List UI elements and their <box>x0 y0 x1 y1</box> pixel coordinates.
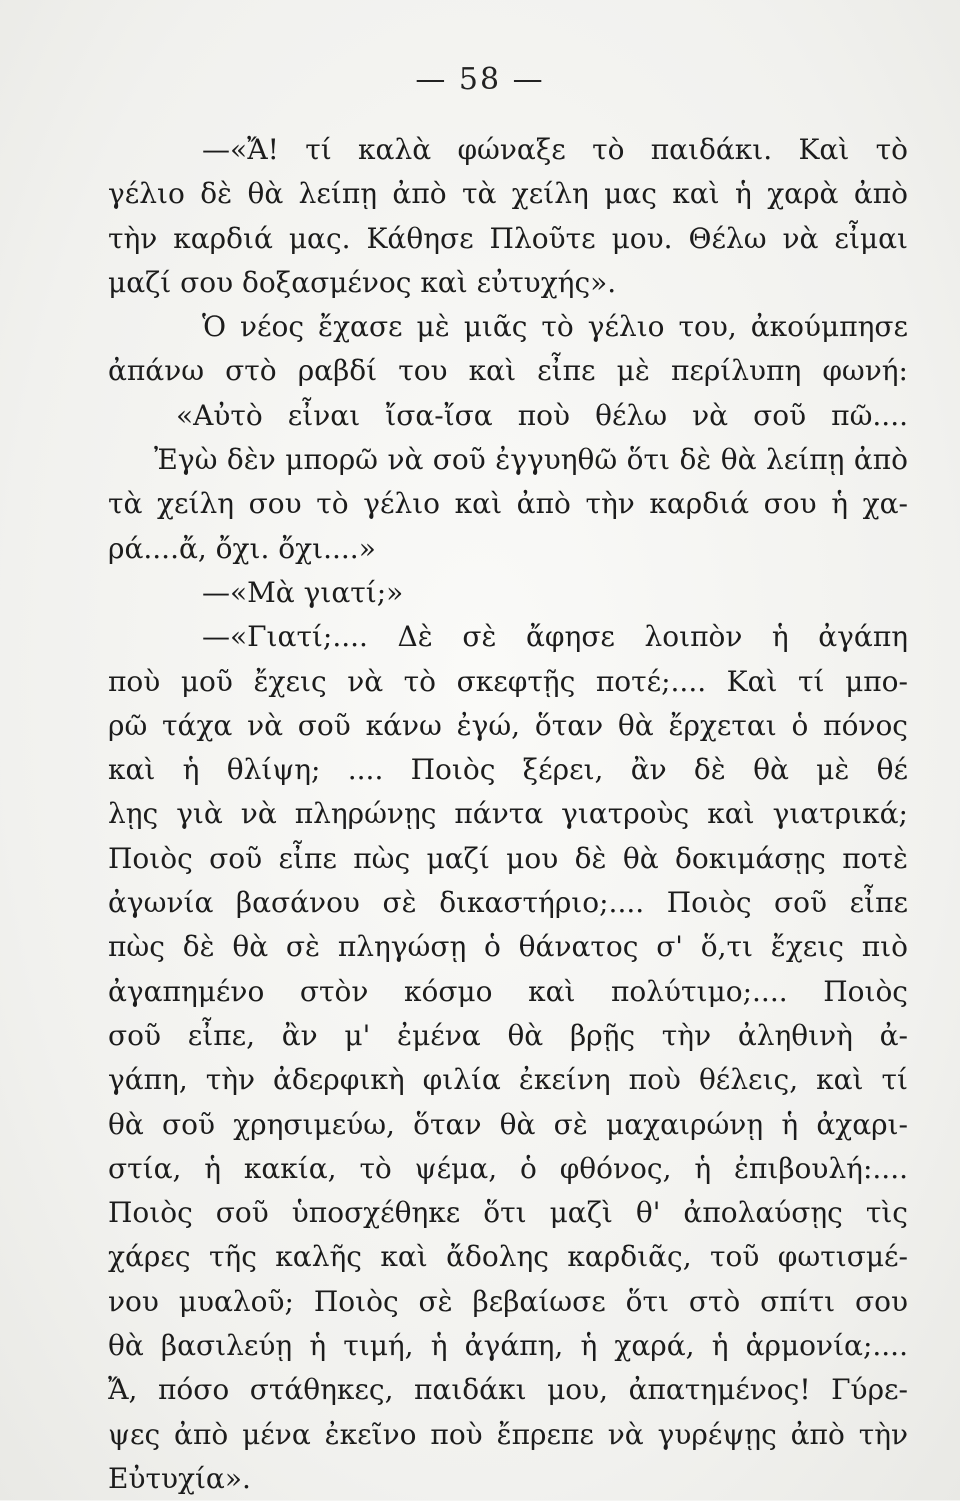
text-line: ποὺ μοῦ ἔχεις νὰ τὸ σκεφτῇς ποτέ;.... Καὶ τί μπο- <box>108 664 908 698</box>
text-line: σοῦ εἶπε, ἂν μ' ἐμένα θὰ βρῇς τὴν ἀληθινὴ ἀ- <box>108 1018 908 1052</box>
text-line: ρῶ τάχα νὰ σοῦ κάνω ἐγώ, ὅταν θὰ ἔρχεται ὁ πόνος <box>108 708 908 742</box>
text-line: ἀγαπημένο στὸν κόσμο καὶ πολύτιμο;.... Ποιὸς <box>108 974 908 1008</box>
text-line: ψες ἀπὸ μένα ἐκεῖνο ποὺ ἔπρεπε νὰ γυρέψῃς ἀπὸ τὴν <box>108 1417 908 1451</box>
text-line: στία, ἡ κακία, τὸ ψέμα, ὁ φθόνος, ἡ ἐπιβουλή:.... <box>108 1151 908 1185</box>
text-line: πὼς δὲ θὰ σὲ πληγώσῃ ὁ θάνατος σ' ὅ,τι ἔχεις πιὸ <box>108 930 908 964</box>
text-line: Ὁ νέος ἔχασε μὲ μιᾶς τὸ γέλιο του, ἀκούμπησε <box>202 310 908 344</box>
text-line: γάπη, τὴν ἀδερφικὴ φιλία ἐκείνη ποὺ θέλεις, καὶ τί <box>108 1063 908 1097</box>
text-line: θὰ σοῦ χρησιμεύω, ὅταν θὰ σὲ μαχαιρώνῃ ἡ ἀχαρι- <box>108 1107 908 1141</box>
text-line: θὰ βασιλεύῃ ἡ τιμή, ἡ ἀγάπη, ἡ χαρά, ἡ ἁρμονία;.... <box>108 1329 908 1363</box>
text-line: Ἐγὼ δὲν μπορῶ νὰ σοῦ ἐγγυηθῶ ὅτι δὲ θὰ λείπῃ ἀπὸ <box>154 443 908 477</box>
text-line: νου μυαλοῦ; Ποιὸς σὲ βεβαίωσε ὅτι στὸ σπίτι σου <box>108 1284 908 1318</box>
text-line: Εὐτυχία». <box>108 1461 251 1495</box>
text-line: ἀγωνία βασάνου σὲ δικαστήριο;.... Ποιὸς σοῦ εἶπε <box>108 886 908 920</box>
text-line: ρά....ἄ, ὄχι. ὄχι....» <box>108 531 376 565</box>
text-line: «Αὐτὸ εἶναι ἴσα-ἴσα ποὺ θέλω νὰ σοῦ πῶ.... <box>176 398 908 432</box>
body-text <box>108 128 908 1501</box>
text-line: Ποιὸς σοῦ ὑποσχέθηκε ὅτι μαζὶ θ' ἀπολαύσῃς τὶς <box>108 1196 908 1230</box>
text-line: Ποιὸς σοῦ εἶπε πὼς μαζί μου δὲ θὰ δοκιμάσῃς ποτὲ <box>108 841 908 875</box>
text-line: —«Μὰ γιατί;» <box>202 575 404 609</box>
text-line: τὰ χείλη σου τὸ γέλιο καὶ ἀπὸ τὴν καρδιά σου ἡ χα- <box>108 487 908 521</box>
text-line: γέλιο δὲ θὰ λείπῃ ἀπὸ τὰ χείλη μας καὶ ἡ χαρὰ ἀπὸ <box>108 177 908 211</box>
text-line: λῃς γιὰ νὰ πληρώνῃς πάντα γιατροὺς καὶ γιατρικά; <box>108 797 908 831</box>
text-line: τὴν καρδιά μας. Κάθησε Πλοῦτε μου. Θέλω νὰ εἶμαι <box>108 221 908 255</box>
text-line: καὶ ἡ θλίψη; .... Ποιὸς ξέρει, ἂν δὲ θὰ μὲ θέ <box>108 753 908 787</box>
text-line: —«Ἄ! τί καλὰ φώναξε τὸ παιδάκι. Καὶ τὸ <box>202 133 908 166</box>
text-line: μαζί σου δοξασμένος καὶ εὐτυχής». <box>108 265 617 299</box>
text-line: χάρες τῆς καλῆς καὶ ἄδολης καρδιᾶς, τοῦ φωτισμέ- <box>108 1240 908 1274</box>
page-number: — 58 — <box>415 62 545 97</box>
text-line: Ἄ, πόσο στάθηκες, παιδάκι μου, ἀπατημένος! Γύρε- <box>108 1373 908 1407</box>
text-line: —«Γιατί;.... Δὲ σὲ ἄφησε λοιπὸν ἡ ἀγάπη <box>202 620 908 654</box>
text-line: ἀπάνω στὸ ραβδί του καὶ εἶπε μὲ περίλυπη φωνή: <box>108 354 908 388</box>
